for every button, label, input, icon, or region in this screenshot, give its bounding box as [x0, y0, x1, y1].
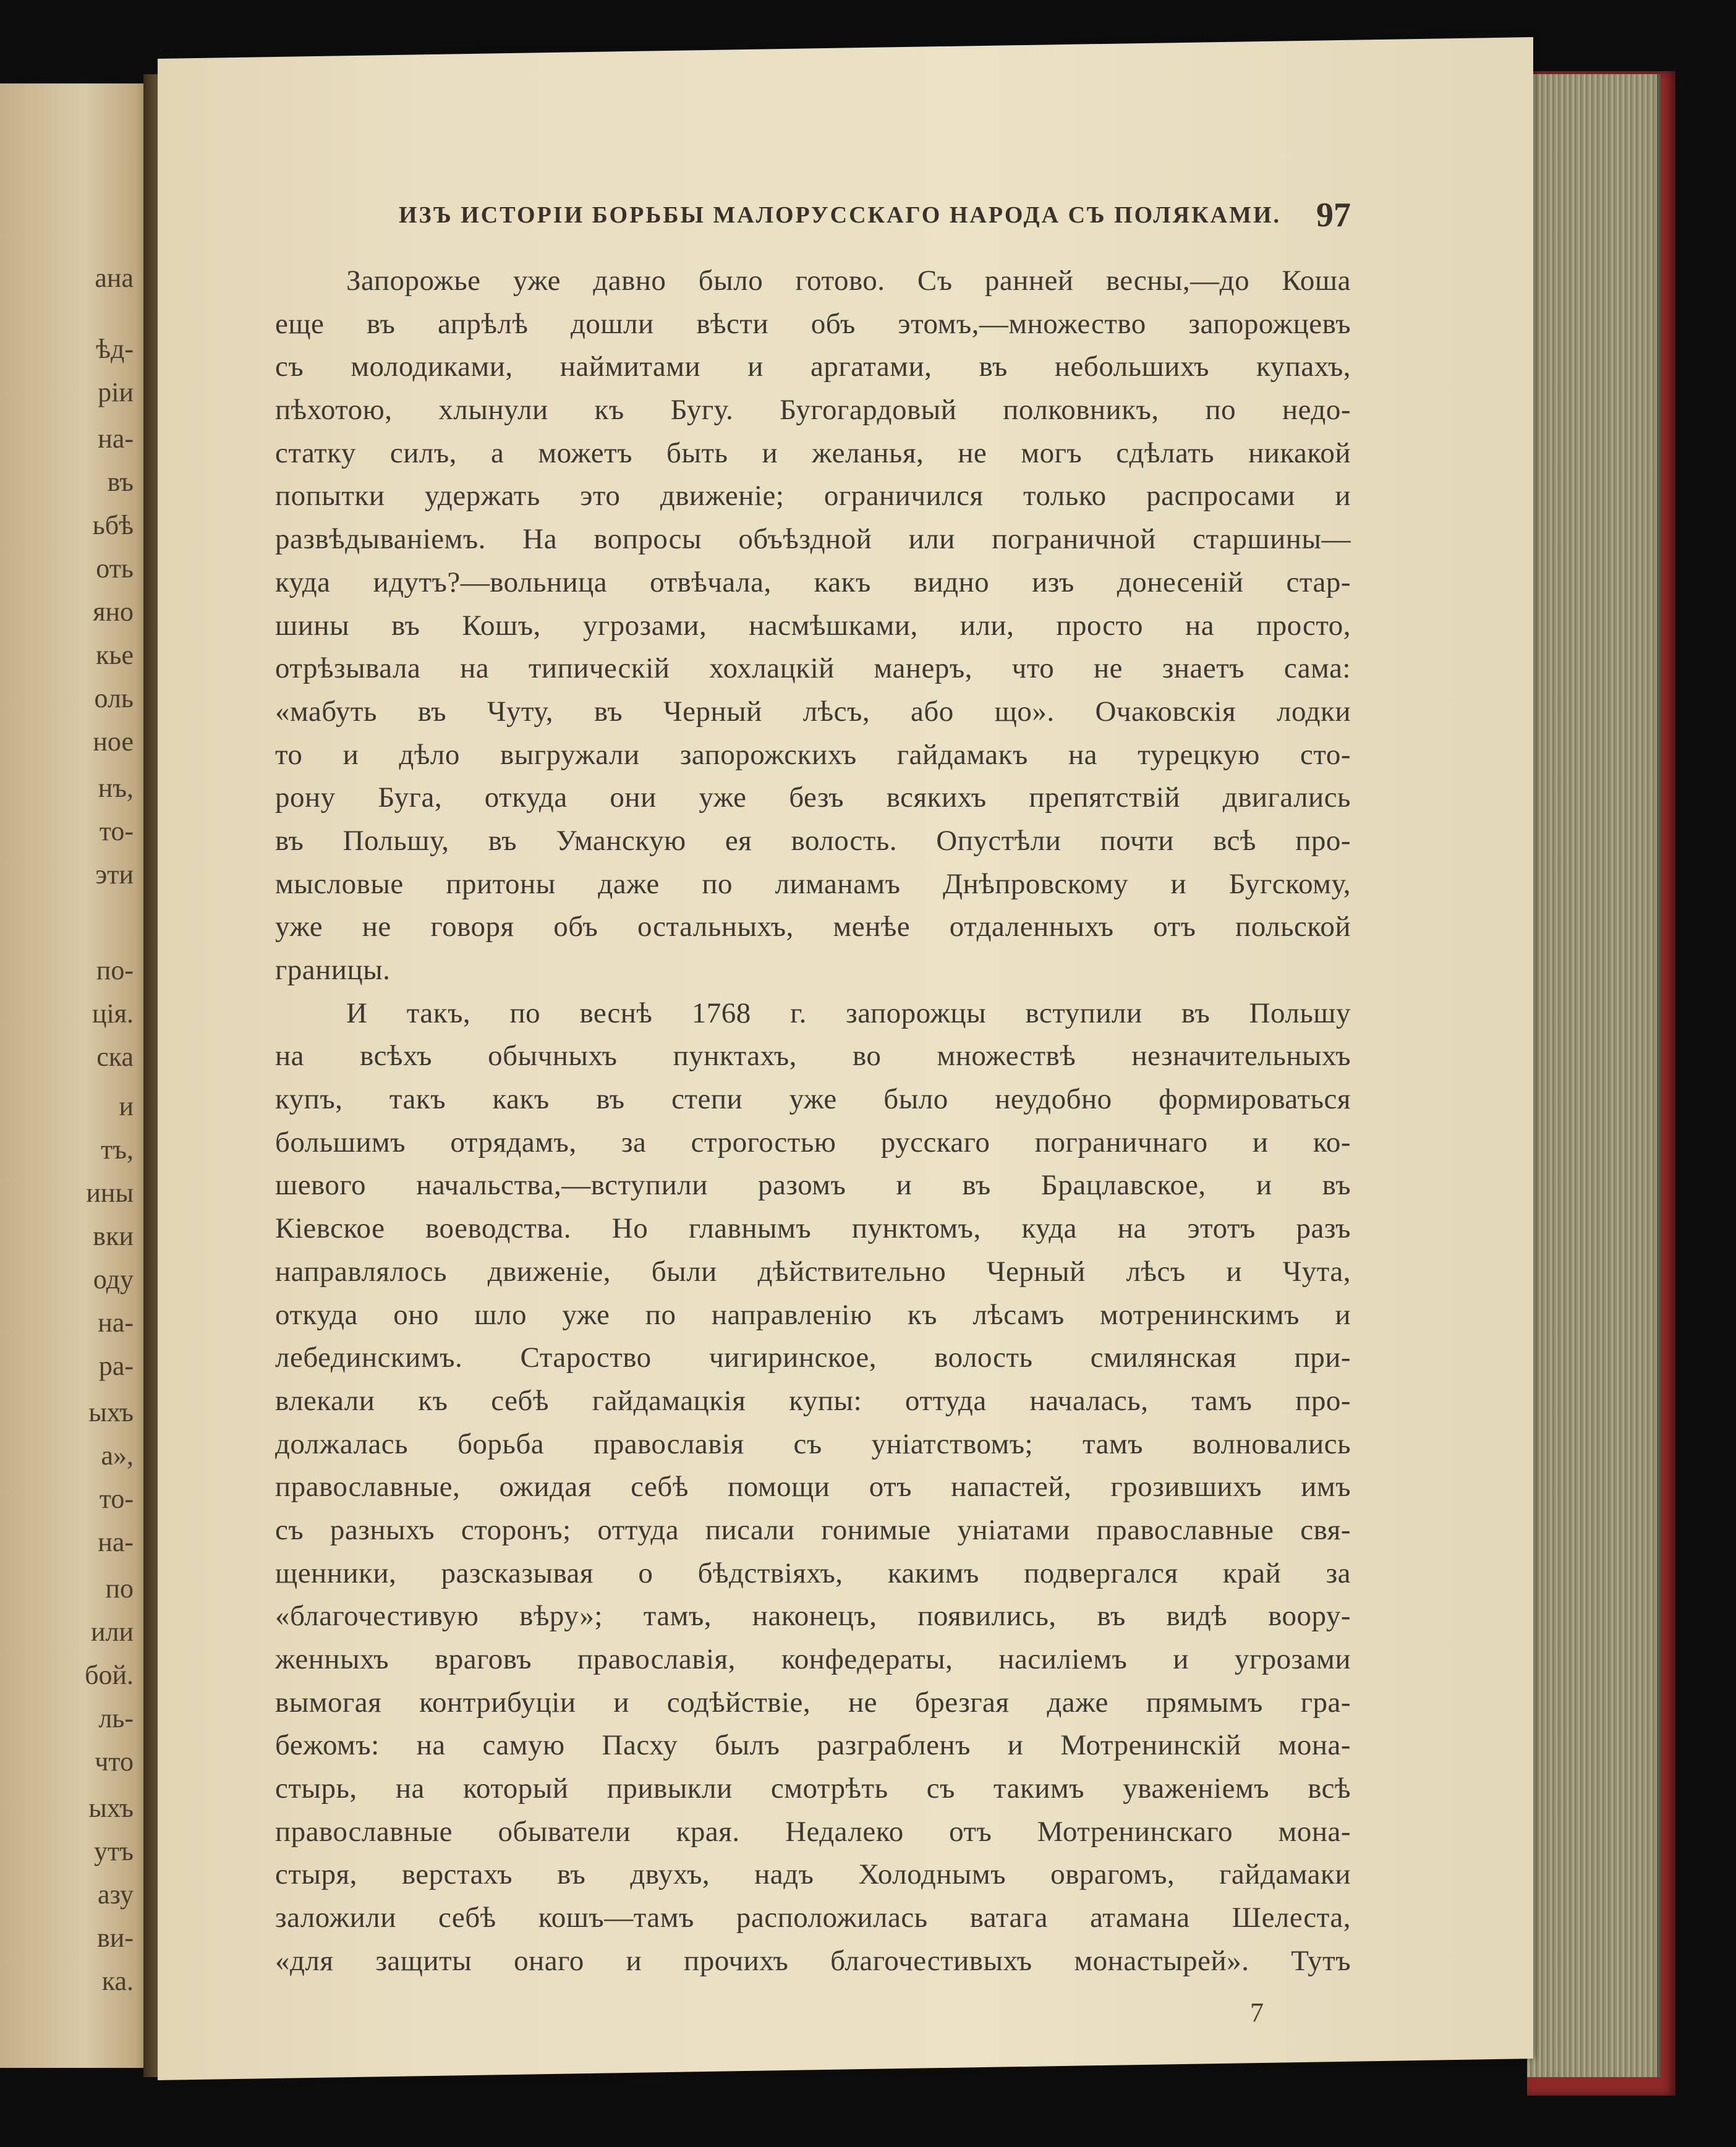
left-page-fragment: вки [93, 1221, 134, 1251]
text-line: бежомъ: на самую Пасху былъ разграбленъ и Мотренинскій мона- [275, 1729, 1351, 1762]
left-page-fragment: нъ, [98, 773, 134, 803]
text-line: уже не говоря объ остальныхъ, менѣе отдаленныхъ отъ польской [275, 911, 1351, 943]
text-line: Запорожье уже давно было готово. Съ ранней весны,—до Коша [346, 265, 1351, 297]
text-line: Кіевское воеводства. Но главнымъ пунктомъ, куда на этотъ разъ [275, 1212, 1351, 1245]
text-line: большимъ отрядамъ, за строгостью русскаго пограничнаго и ко- [275, 1126, 1351, 1159]
text-line: попытки удержать это движеніе; ограничился только распросами и [275, 480, 1351, 512]
left-page-fragment: эти [95, 859, 134, 890]
text-line: откуда оно шло уже по направленію къ лѣсамъ мотренинскимъ и [275, 1298, 1351, 1331]
text-line: вымогая контрибуціи и содѣйствіе, не брезгая даже прямымъ гра- [275, 1686, 1351, 1719]
text-line: мысловые притоны даже по лиманамъ Днѣпровскому и Бугскому, [275, 867, 1351, 900]
left-page-fragment: утъ [94, 1836, 134, 1866]
left-page-fragment: оль [94, 683, 134, 713]
left-page-fragment: яно [93, 597, 134, 627]
text-line: на всѣхъ обычныхъ пунктахъ, во множествѣ незначительныхъ [275, 1040, 1351, 1073]
left-page-fragment: ви- [97, 1923, 134, 1953]
left-page-fragment: ка. [101, 1966, 134, 1996]
left-page-fragment: ль- [98, 1703, 134, 1733]
text-line: «для защиты онаго и прочихъ благочестивыхъ монастырей». Тутъ [275, 1944, 1351, 1977]
text-line: то и дѣло выгружали запорожскихъ гайдамакъ на турецкую сто- [275, 738, 1351, 771]
left-page-fragment: оду [93, 1264, 134, 1295]
left-page-fragment: ра- [98, 1351, 134, 1381]
left-page-fragment: ѣд- [96, 334, 134, 364]
left-page-fragment: или [90, 1617, 134, 1647]
left-page-fragment: по- [96, 955, 134, 985]
text-line: православные обыватели края. Недалеко отъ Мотренинскаго мона- [275, 1815, 1351, 1848]
text-line: стыря, верстахъ въ двухъ, надъ Холоднымъ оврагомъ, гайдамаки [275, 1858, 1351, 1891]
left-page-fragment: на- [98, 1307, 134, 1338]
body-text [275, 260, 1351, 1983]
left-page-fragment: ріи [98, 377, 134, 407]
text-line: отрѣзывала на типическій хохлацкій манеръ, что не знаетъ сама: [275, 652, 1351, 685]
text-line: лебединскимъ. Староство чигиринское, волость смилянская при- [275, 1341, 1351, 1374]
left-page-fragment: ска [96, 1042, 134, 1072]
text-line: рону Буга, откуда они уже безъ всякихъ препятствій двигались [275, 781, 1351, 814]
left-page-fragment: то- [99, 1484, 134, 1514]
running-head [244, 195, 1351, 234]
text-line: шины въ Кошъ, угрозами, насмѣшками, или, просто на просто, [275, 609, 1351, 642]
left-page-fragment: азу [98, 1879, 134, 1910]
left-page-fragment: на- [98, 423, 134, 454]
text-line: статку силъ, а можетъ быть и желанья, не могъ сдѣлать никакой [275, 436, 1351, 469]
text-line: направлялось движеніе, были дѣйствительно Черный лѣсъ и Чута, [275, 1255, 1351, 1288]
left-page-fragment: по [105, 1573, 134, 1604]
text-line: развѣдываніемъ. На вопросы объѣздной или пограничной старшины— [275, 523, 1351, 556]
text-line: заложили себѣ кошъ—тамъ расположилась ватага атамана Шелеста, [275, 1902, 1351, 1934]
left-page-fragment: ины [86, 1178, 134, 1208]
text-line: женныхъ враговъ православія, конфедераты, насиліемъ и угрозами [275, 1643, 1351, 1675]
left-page-fragment: ція. [91, 998, 134, 1029]
running-title: ИЗЪ ИСТОРІИ БОРЬБЫ МАЛОРУССКАГО НАРОДА СЪ ПОЛЯКАМИ. [399, 202, 1282, 228]
text-line: съ разныхъ сторонъ; оттуда писали гонимые уніатами православные свя- [275, 1513, 1351, 1546]
left-page-fragment: и [119, 1091, 134, 1121]
left-page-fragment: что [95, 1746, 134, 1777]
text-line: «благочестивую вѣру»; тамъ, наконецъ, появились, въ видѣ воору- [275, 1600, 1351, 1633]
text-line: влекали къ себѣ гайдамацкія купы: оттуда началась, тамъ про- [275, 1384, 1351, 1417]
text-line: И такъ, по веснѣ 1768 г. запорожцы вступили въ Польшу [346, 997, 1351, 1029]
text-line: «мабуть въ Чуту, въ Черный лѣсъ, або що». Очаковскія лодки [275, 695, 1351, 728]
text-line: пѣхотою, хлынули къ Бугу. Бугогардовый полковникъ, по недо- [275, 394, 1351, 427]
left-page-fragment: кье [96, 640, 134, 670]
left-page-fragment: а», [101, 1440, 134, 1471]
left-page-fragment: въ [107, 467, 134, 497]
text-line: границы. [275, 954, 391, 986]
text-line: купъ, такъ какъ въ степи уже было неудобно формироваться [275, 1083, 1351, 1116]
text-line: въ Польшу, въ Уманскую ея волость. Опустѣли почти всѣ про- [275, 824, 1351, 857]
left-page-fragment: ана [95, 263, 134, 293]
text-line: шевого начальства,—вступили разомъ и въ Брацлавское, и въ [275, 1169, 1351, 1202]
left-page-fragment: оть [96, 553, 134, 584]
page-leaf-stack [1527, 74, 1661, 2077]
left-page-fragment: ыхъ [88, 1793, 134, 1823]
left-page-fragment: ьбѣ [92, 510, 134, 540]
left-page-fragment: тъ, [101, 1134, 134, 1165]
text-line: должалась борьба православія съ уніатствомъ; тамъ волновались [275, 1427, 1351, 1460]
text-line: щенники, разсказывая о бѣдствіяхъ, какимъ подвергался край за [275, 1557, 1351, 1589]
left-page-fragment: бой. [85, 1660, 134, 1690]
signature-mark: 7 [1250, 1997, 1264, 2028]
text-line: куда идутъ?—вольница отвѣчала, какъ видно изъ донесеній стар- [275, 566, 1351, 598]
left-page [0, 83, 155, 2068]
text-line: еще въ апрѣлѣ дошли вѣсти объ этомъ,—множество запорожцевъ [275, 307, 1351, 340]
left-page-fragment: ыхъ [88, 1397, 134, 1427]
text-line: стырь, на который привыкли смотрѣть съ такимъ уваженіемъ всѣ [275, 1772, 1351, 1805]
left-page-fragment: на- [98, 1527, 134, 1557]
page-number: 97 [1316, 196, 1351, 234]
left-page-fragment: ное [93, 726, 134, 757]
text-line: съ молодиками, наймитами и аргатами, въ небольшихъ купахъ, [275, 351, 1351, 383]
text-line: православные, ожидая себѣ помощи отъ напастей, грозившихъ имъ [275, 1471, 1351, 1503]
left-page-fragment: то- [99, 816, 134, 846]
